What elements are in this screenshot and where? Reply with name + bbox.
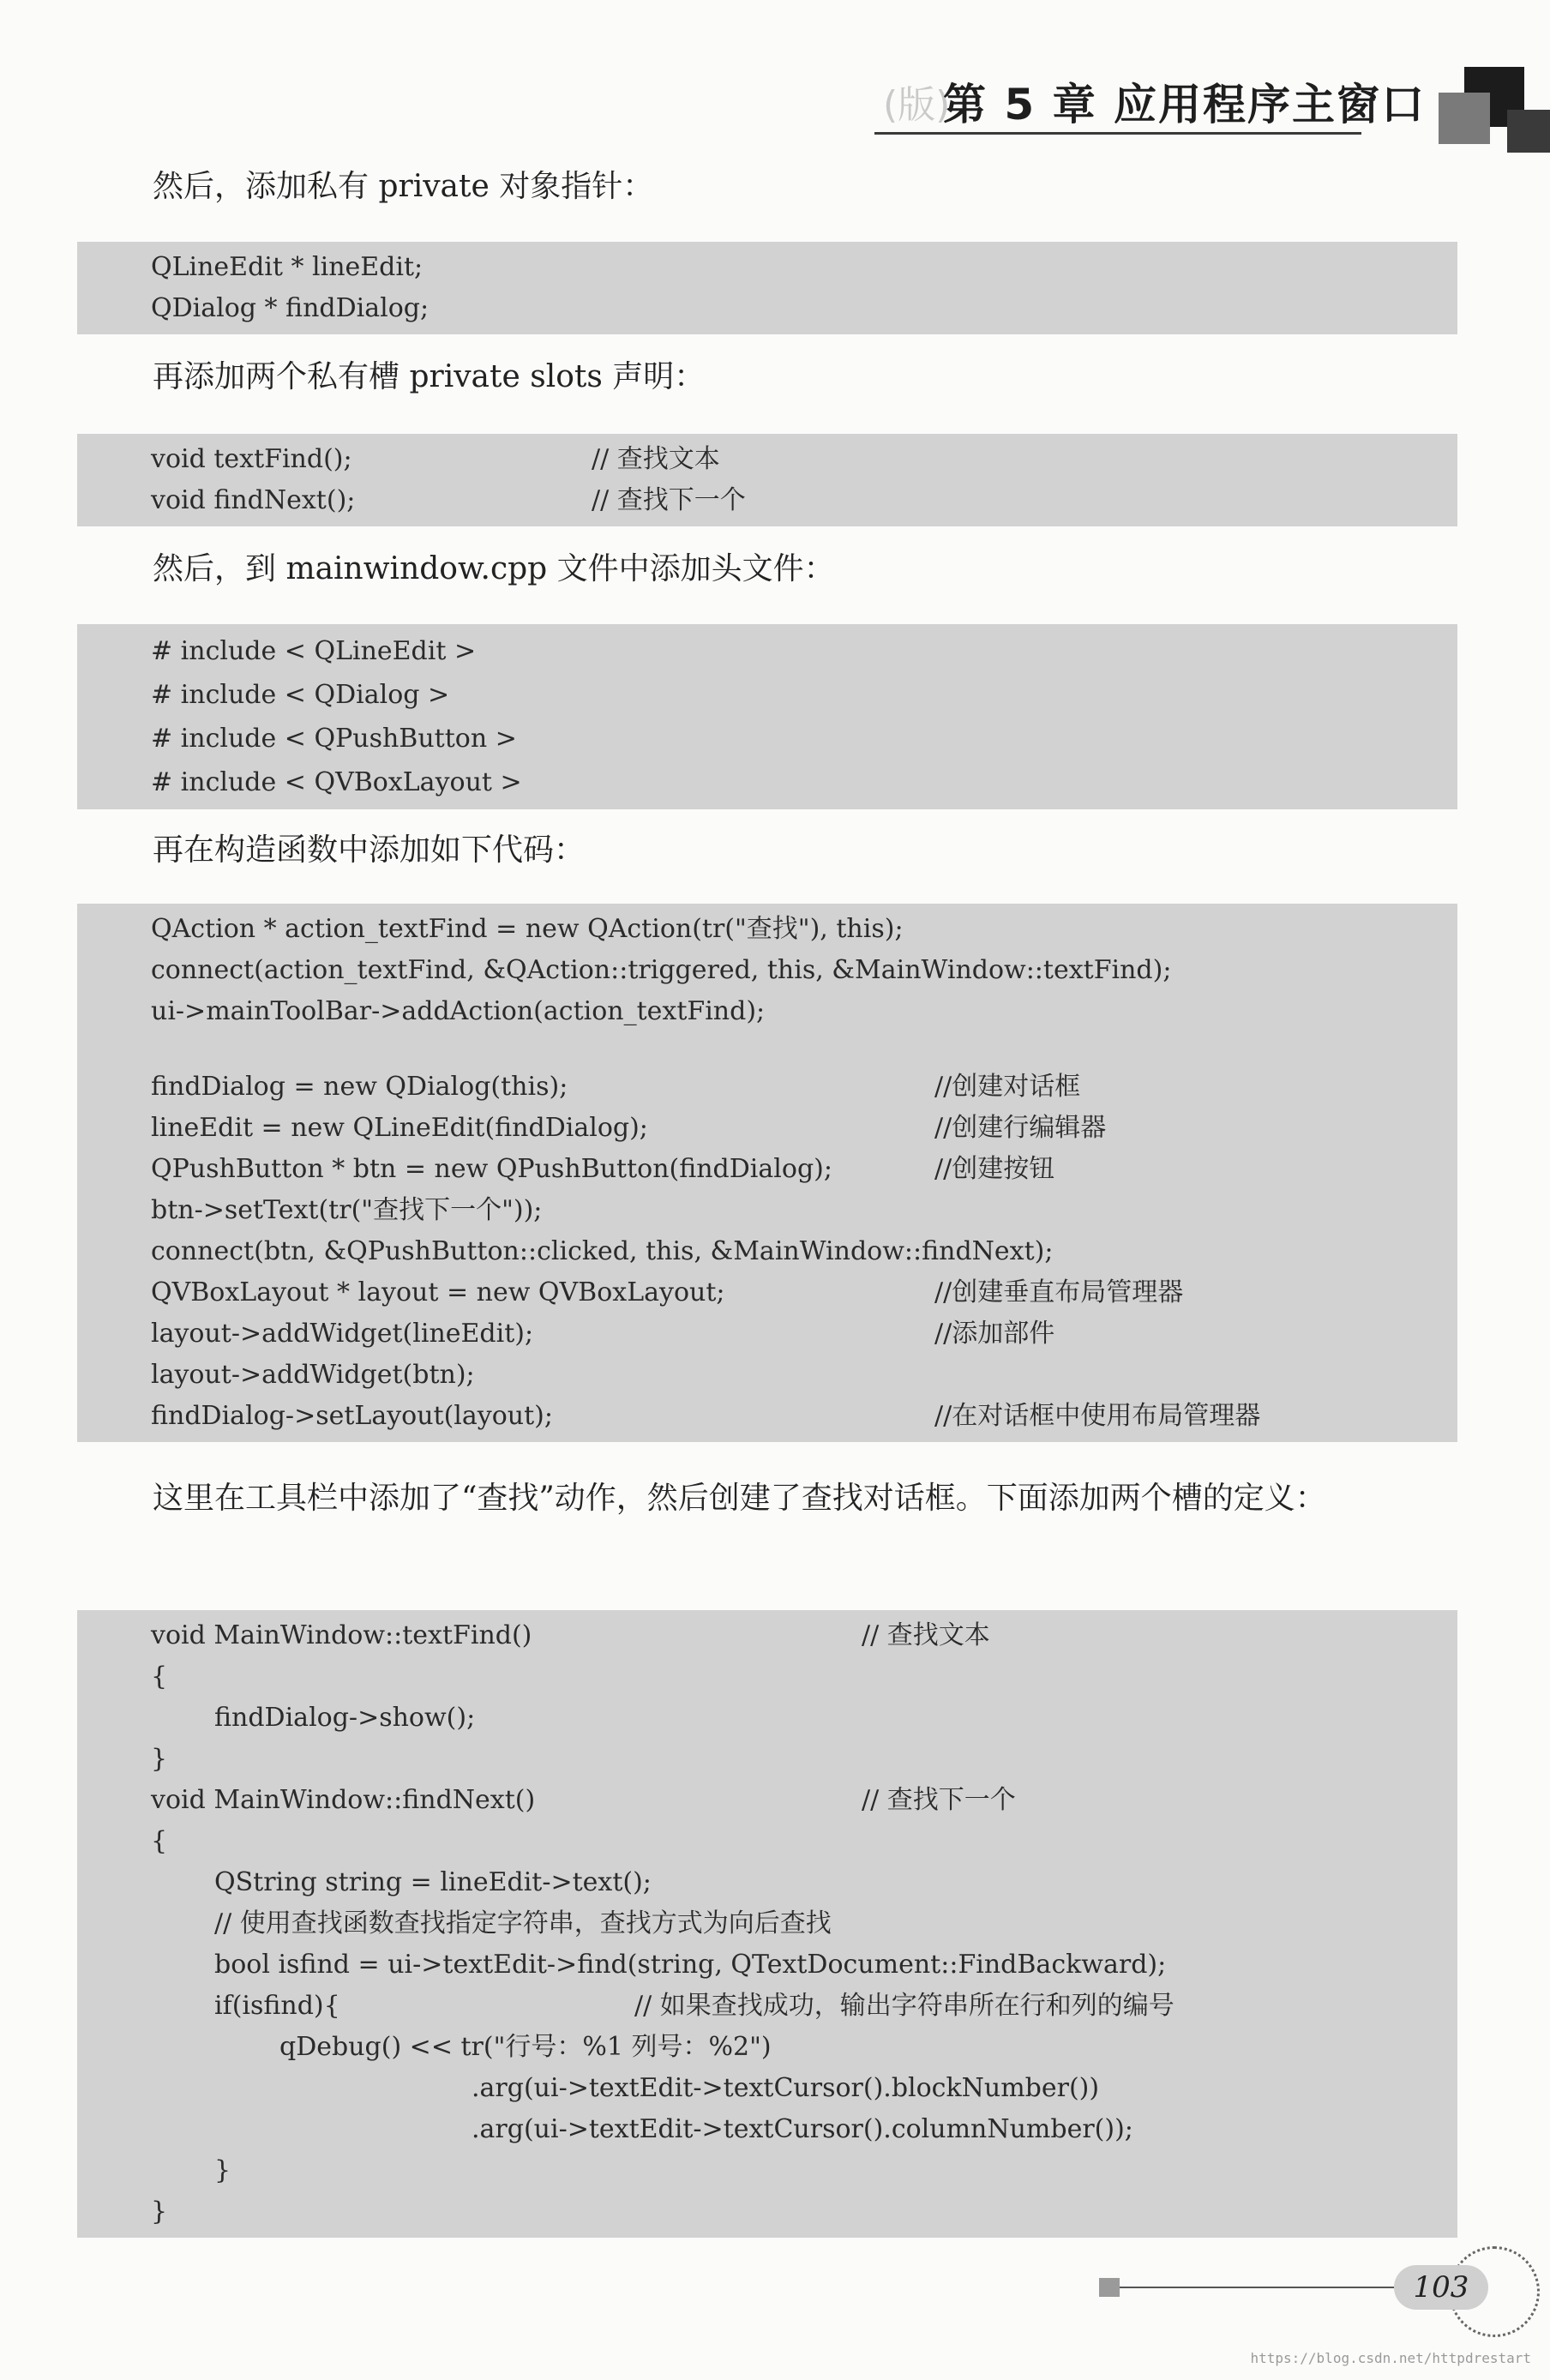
code-line	[77, 1190, 1457, 1231]
code-comment: //创建垂直布局管理器	[934, 1277, 1184, 1307]
code-block-slot-definitions	[77, 1610, 1457, 2238]
code-text: void findNext();	[151, 485, 356, 515]
code-blank-line	[77, 1032, 1457, 1067]
code-text: .arg(ui->textEdit->textCursor().columnNumber());	[472, 2114, 1133, 2144]
code-comment: // 查找下一个	[592, 485, 746, 515]
code-line	[77, 991, 1457, 1032]
code-line	[77, 1862, 1457, 1903]
paragraph-constructor-code: 再在构造函数中添加如下代码：	[153, 832, 586, 868]
code-text: # include < QDialog >	[151, 680, 450, 710]
footer-square-icon	[1099, 2278, 1120, 2297]
code-line	[77, 760, 1457, 804]
code-line	[77, 288, 1457, 329]
code-text: {	[151, 1662, 168, 1692]
code-line	[77, 1231, 1457, 1272]
code-line	[77, 2027, 1457, 2068]
paragraph-private-pointers: 然后，添加私有 private 对象指针：	[153, 169, 654, 204]
code-text: QString string = lineEdit->text();	[214, 1867, 652, 1897]
code-text: QAction * action_textFind = new QAction(tr("查找"), this);	[151, 914, 904, 944]
code-line	[77, 439, 1457, 480]
code-line	[77, 1698, 1457, 1739]
code-comment: // 查找文本	[862, 1620, 990, 1650]
code-text: {	[151, 1826, 168, 1856]
code-line	[77, 629, 1457, 673]
code-block-constructor	[77, 904, 1457, 1442]
code-text: layout->addWidget(lineEdit);	[151, 1319, 534, 1349]
code-text: QDialog * findDialog;	[151, 293, 430, 323]
code-block-includes	[77, 624, 1457, 809]
code-text: QPushButton * btn = new QPushButton(findDialog);	[151, 1154, 832, 1184]
code-line	[77, 1272, 1457, 1313]
code-comment: // 查找下一个	[862, 1785, 1016, 1815]
code-text: findDialog = new QDialog(this);	[151, 1072, 568, 1102]
code-comment: // 如果查找成功，输出字符串所在行和列的编号	[634, 1991, 1175, 2021]
code-text: }	[151, 2197, 168, 2227]
code-text: connect(btn, &QPushButton::clicked, this, &MainWindow::findNext);	[151, 1236, 1054, 1266]
paragraph-private-slots: 再添加两个私有槽 private slots 声明：	[153, 359, 706, 394]
header-ghost-text: (版)	[883, 83, 951, 127]
code-line	[77, 2109, 1457, 2150]
page-footer	[1089, 2255, 1535, 2341]
code-line	[77, 1780, 1457, 1821]
code-comment: //添加部件	[934, 1319, 1055, 1349]
page-header	[772, 58, 1550, 161]
code-text: void textFind();	[151, 444, 352, 474]
code-text: // 使用查找函数查找指定字符串，查找方式为向后查找	[214, 1908, 832, 1938]
code-text: void MainWindow::findNext()	[151, 1785, 536, 1815]
code-line	[77, 1986, 1457, 2027]
code-text: void MainWindow::textFind()	[151, 1620, 532, 1650]
page-number: 103	[1394, 2265, 1488, 2310]
code-line	[77, 1903, 1457, 1944]
code-text: layout->addWidget(btn);	[151, 1360, 475, 1390]
code-line	[77, 1739, 1457, 1780]
code-line	[77, 2068, 1457, 2109]
code-line	[77, 247, 1457, 288]
code-line	[77, 673, 1457, 717]
code-line	[77, 1615, 1457, 1656]
code-line	[77, 1355, 1457, 1396]
header-decoration-icon	[1421, 58, 1550, 153]
watermark: https://blog.csdn.net/httpdrestart	[1250, 2350, 1531, 2366]
paragraph-include-headers: 然后，到 mainwindow.cpp 文件中添加头文件：	[153, 551, 835, 586]
code-block-member-pointers	[77, 242, 1457, 334]
code-text: # include < QPushButton >	[151, 724, 517, 754]
code-text: # include < QLineEdit >	[151, 636, 477, 666]
code-line	[77, 1396, 1457, 1437]
footer-rule	[1120, 2287, 1394, 2288]
code-block-slot-declarations	[77, 434, 1457, 526]
code-line	[77, 1656, 1457, 1698]
header-rule	[874, 132, 1361, 135]
code-text: if(isfind){	[214, 1991, 340, 2021]
code-text: }	[214, 2155, 231, 2185]
code-text: .arg(ui->textEdit->textCursor().blockNumber())	[472, 2073, 1100, 2103]
code-line	[77, 1108, 1457, 1149]
code-line	[77, 1067, 1457, 1108]
code-text: QVBoxLayout * layout = new QVBoxLayout;	[151, 1277, 725, 1307]
code-comment: // 查找文本	[592, 444, 720, 474]
chapter-title: 第 5 章 应用程序主窗口	[943, 80, 1427, 129]
code-line	[77, 1944, 1457, 1986]
code-line	[77, 1313, 1457, 1355]
paragraph-slot-definitions: 这里在工具栏中添加了“查找”动作，然后创建了查找对话框。下面添加两个槽的定义：	[153, 1481, 1326, 1516]
code-text: lineEdit = new QLineEdit(findDialog);	[151, 1113, 648, 1143]
code-line	[77, 1149, 1457, 1190]
code-text: findDialog->setLayout(layout);	[151, 1401, 553, 1431]
code-text: connect(action_textFind, &QAction::triggered, this, &MainWindow::textFind);	[151, 955, 1172, 985]
code-text: }	[151, 1744, 168, 1774]
code-comment: //在对话框中使用布局管理器	[934, 1401, 1261, 1431]
code-line	[77, 2191, 1457, 2233]
code-line	[77, 480, 1457, 521]
code-text: bool isfind = ui->textEdit->find(string, QTextDocument::FindBackward);	[214, 1950, 1167, 1980]
code-text: btn->setText(tr("查找下一个"));	[151, 1195, 543, 1225]
code-text: findDialog->show();	[214, 1703, 476, 1733]
code-line	[77, 1821, 1457, 1862]
code-text: qDebug() << tr("行号：%1 列号：%2")	[279, 2032, 772, 2062]
code-line	[77, 2150, 1457, 2191]
code-line	[77, 950, 1457, 991]
code-text: # include < QVBoxLayout >	[151, 767, 522, 797]
code-comment: //创建按钮	[934, 1154, 1055, 1184]
code-comment: //创建行编辑器	[934, 1113, 1107, 1143]
code-line	[77, 909, 1457, 950]
code-text: ui->mainToolBar->addAction(action_textFind);	[151, 996, 766, 1026]
code-line	[77, 717, 1457, 760]
code-comment: //创建对话框	[934, 1072, 1081, 1102]
code-text: QLineEdit * lineEdit;	[151, 252, 424, 282]
